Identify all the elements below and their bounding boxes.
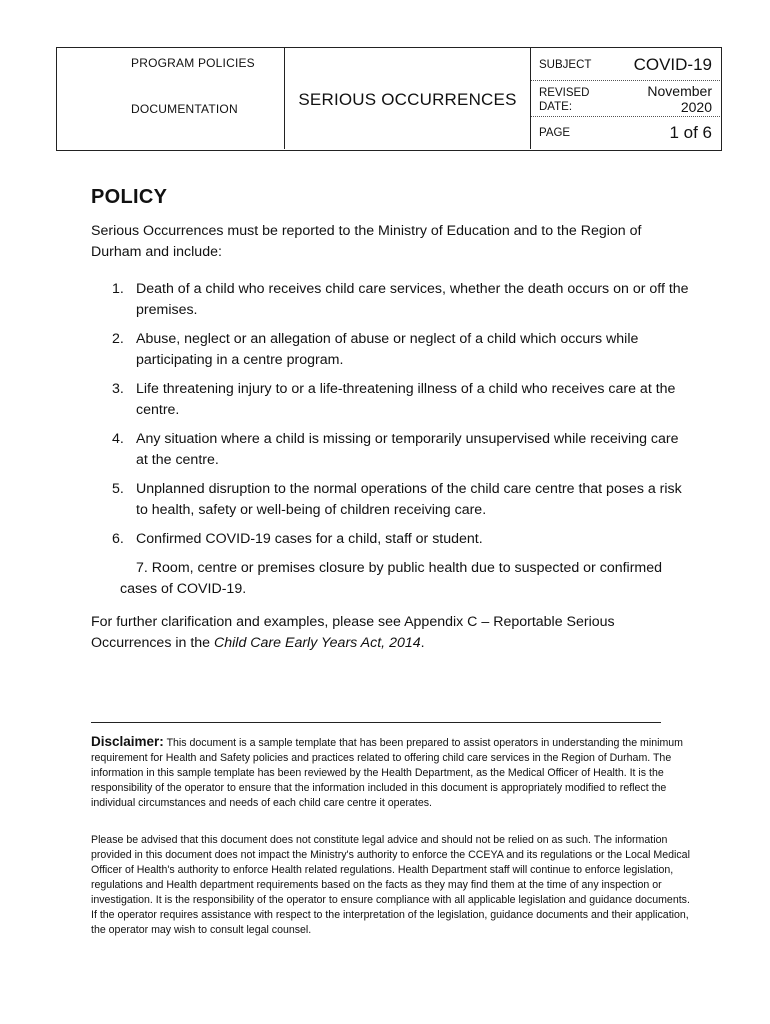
policy-heading: POLICY	[91, 186, 168, 208]
further-clarification	[91, 612, 691, 654]
subject-value: COVID-19	[633, 55, 712, 74]
list-item-number: 3.	[112, 381, 124, 397]
list-item	[91, 558, 691, 600]
further-text: For further clarification and examples, please see Appendix C – Reportable Serious Occurrences in the	[91, 614, 615, 651]
list-item-number: 5.	[112, 481, 124, 497]
document-header-table	[56, 47, 722, 151]
documentation-label: DOCUMENTATION	[131, 102, 238, 116]
list-item-number: 2.	[112, 331, 124, 347]
list-item-text: Life threatening injury to or a life-threatening illness of a child who receives care at the centre.	[136, 381, 676, 418]
page-value: 1 of 6	[669, 123, 712, 142]
revised-label-line1: REVISED	[539, 87, 590, 99]
subject-label: SUBJECT	[539, 59, 592, 71]
list-item	[91, 529, 691, 550]
program-policies-label: PROGRAM POLICIES	[131, 56, 255, 70]
list-item-text: Confirmed COVID-19 cases for a child, staff or student.	[136, 531, 483, 547]
list-item-text: Room, centre or premises closure by public health due to suspected or confirmed cases of COVID-19.	[120, 560, 663, 597]
policy-intro: Serious Occurrences must be reported to the Ministry of Education and to the Region of Durham and include:	[91, 223, 642, 260]
list-item	[91, 329, 691, 371]
list-item	[91, 479, 691, 521]
list-item	[91, 429, 691, 471]
list-item-number: 7.	[136, 560, 148, 576]
subject-row	[531, 48, 720, 81]
disclaimer-paragraph-1	[91, 734, 691, 811]
further-suffix: .	[420, 635, 425, 651]
list-item-content	[120, 558, 691, 600]
list-item-text: Unplanned disruption to the normal operations of the child care centre that poses a risk to health, safety or well-being of children receiving care.	[136, 481, 682, 518]
revised-row	[531, 81, 720, 117]
document-title: SERIOUS OCCURRENCES	[298, 90, 517, 109]
header-title-cell	[285, 48, 531, 149]
act-title: Child Care Early Years Act, 2014	[214, 635, 421, 651]
list-item-number: 1.	[112, 281, 124, 297]
revised-value	[647, 83, 712, 115]
disclaimer-paragraph-2: Please be advised that this document does not constitute legal advice and should not be relied on as such. The information provided in this document does not impact the Ministry's authority to enforce the CCEYA and its regulations or the Local Medical Officer of Health's authority to enforce Health related regulations. Health Department staff will continue to enforce legislation, regulations and Health department requirements based on the facts as they may find them at the time of any inspection or investigation. It is the responsibility of the operator to ensure compliance with all applicable legislation and guidance documents. If the operator requires assistance with respect to the interpretation of the legislation, guidance documents and their application, the operator may wish to consult legal counsel.	[91, 834, 690, 936]
page-label: PAGE	[539, 127, 571, 139]
list-item-number: 6.	[112, 531, 124, 547]
section-divider	[91, 722, 661, 723]
revised-label	[539, 86, 590, 114]
list-item-number: 4.	[112, 431, 124, 447]
list-item	[91, 379, 691, 421]
list-item-text: Any situation where a child is missing or temporarily unsupervised while receiving care at the centre.	[136, 431, 679, 468]
revised-label-line2: DATE:	[539, 101, 573, 113]
revised-value-line1: November	[647, 83, 712, 99]
list-item	[91, 279, 691, 321]
occurrence-list	[91, 279, 691, 608]
disclaimer-text-1: This document is a sample template that has been prepared to assist operators in understanding the minimum requirement for Health and Safety policies and practices related to offering child care services in the Region of Durham. The information in this sample template has been reviewed by the Health Department, as the Medical Officer of Health. It is the responsibility of the operator to ensure that the information included in this document is appropriately modified to reflect the individual circumstances and needs of each child care centre it operates.	[91, 737, 683, 809]
header-meta-cell	[531, 48, 720, 149]
revised-value-line2: 2020	[680, 99, 712, 115]
header-left-cell	[57, 48, 285, 149]
list-item-text: Death of a child who receives child care services, whether the death occurs on or off the premises.	[136, 281, 689, 318]
list-item-text: Abuse, neglect or an allegation of abuse or neglect of a child which occurs while participating in a centre program.	[136, 331, 639, 368]
page-row	[531, 117, 720, 149]
disclaimer-label: Disclaimer:	[91, 734, 164, 749]
